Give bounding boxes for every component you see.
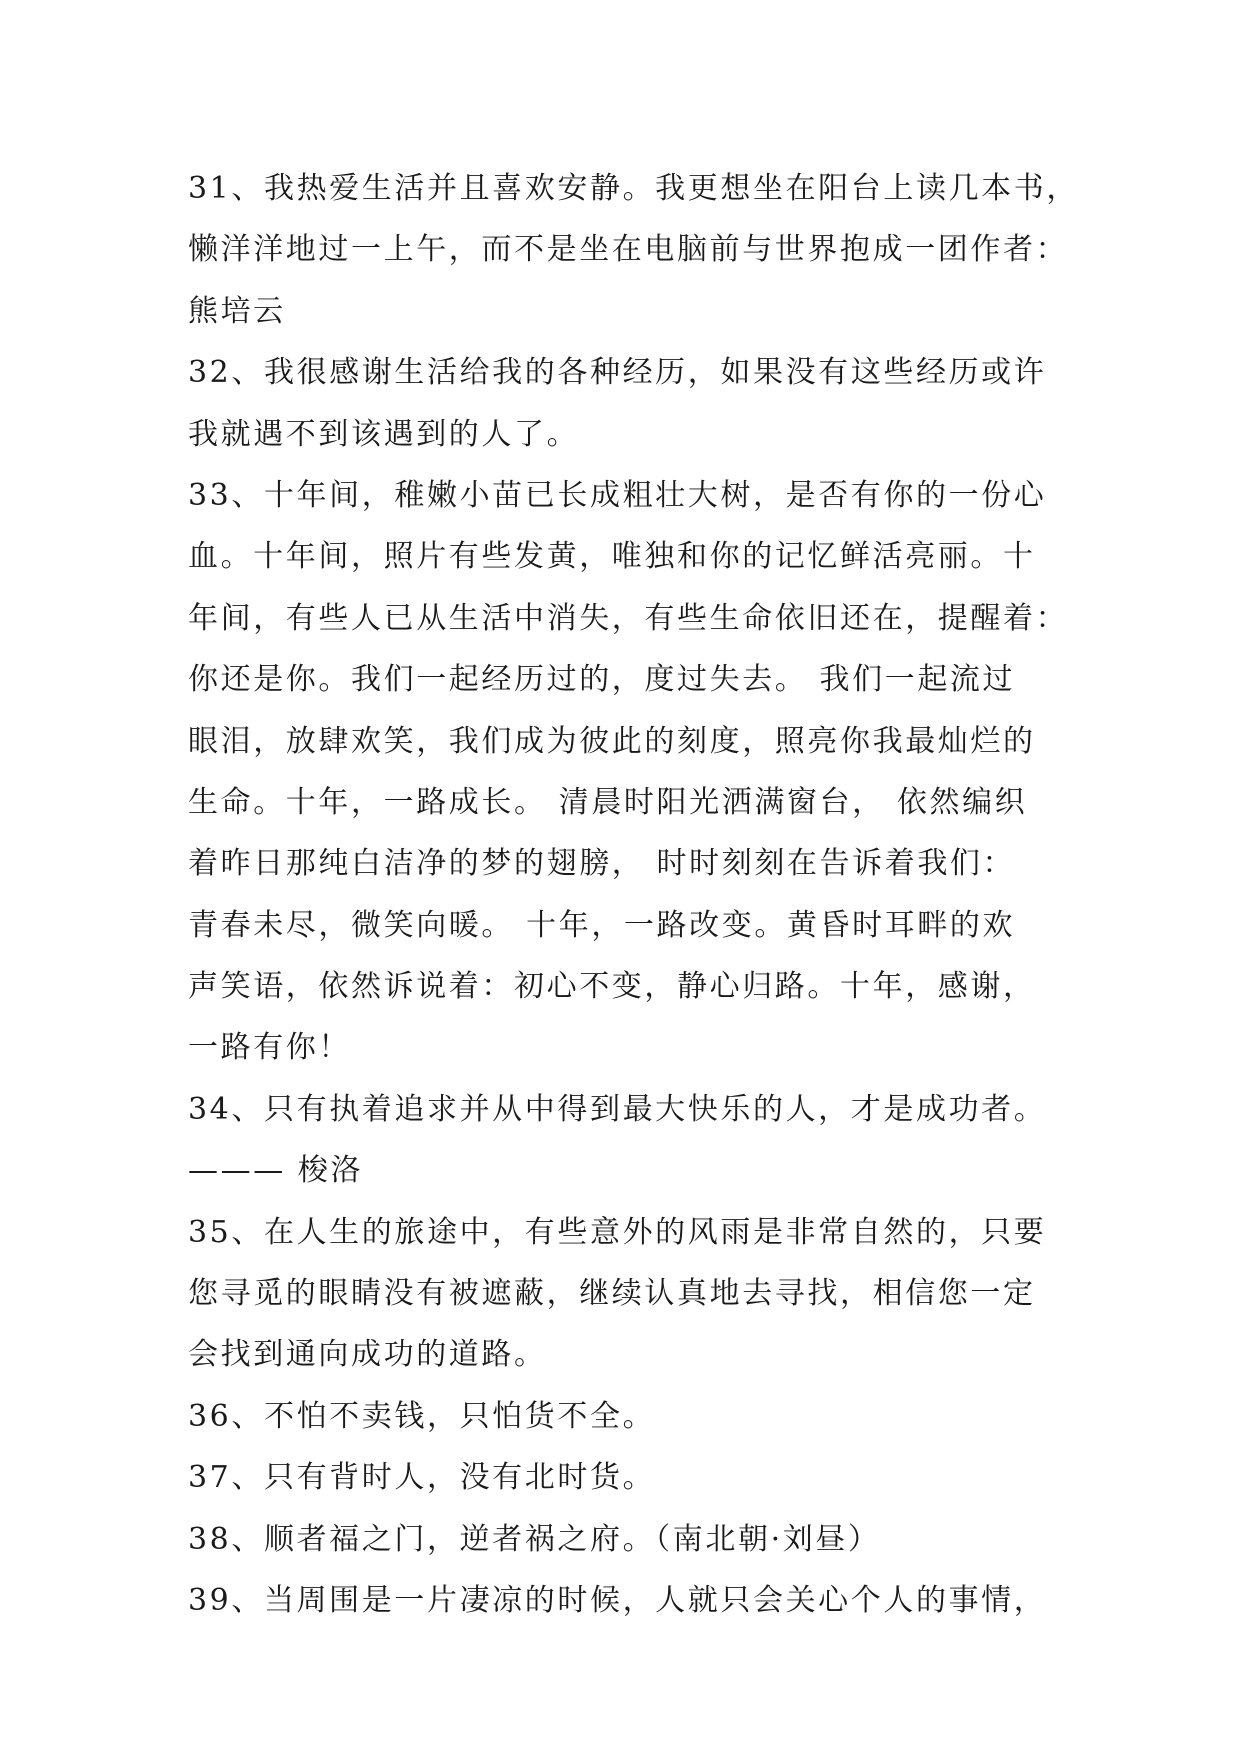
text-line-16: 34、只有执着追求并从中得到最大快乐的人，才是成功者。 xyxy=(188,1091,1047,1127)
text-line-21: 36、不怕不卖钱，只怕货不全。 xyxy=(188,1398,656,1434)
text-line-13: 青春未尽，微笑向暖。 十年，一路改变。黄昏时耳畔的欢 xyxy=(188,907,1016,943)
text-line-23: 38、顺者福之门，逆者祸之府。（南北朝·刘昼） xyxy=(188,1521,881,1557)
text-line-9: 你还是你。我们一起经历过的，度过失去。 我们一起流过 xyxy=(188,662,1016,698)
text-line-19: 您寻觅的眼睛没有被遮蔽，继续认真地去寻找，相信您一定 xyxy=(188,1276,1036,1312)
text-line-18: 35、在人生的旅途中，有些意外的风雨是非常自然的，只要 xyxy=(188,1214,1047,1250)
text-line-10: 眼泪，放肆欢笑，我们成为彼此的刻度，照亮你我最灿烂的 xyxy=(188,723,1036,759)
text-line-15: 一路有你！ xyxy=(188,1030,351,1066)
text-line-17: ——— 梭洛 xyxy=(188,1153,364,1189)
text-line-12: 着昨日那纯白洁净的梦的翅膀， 时时刻刻在告诉着我们： xyxy=(188,846,1016,882)
text-line-7: 血。十年间，照片有些发黄，唯独和你的记忆鲜活亮丽。十 xyxy=(188,539,1036,575)
text-line-22: 37、只有背时人，没有北时货。 xyxy=(188,1460,656,1496)
text-line-11: 生命。十年，一路成长。 清晨时阳光洒满窗台， 依然编织 xyxy=(188,784,1028,820)
text-line-8: 年间，有些人已从生活中消失，有些生命依旧还在，提醒着： xyxy=(188,600,1069,636)
text-line-5: 我就遇不到该遇到的人了。 xyxy=(188,416,580,452)
text-line-2: 懒洋洋地过一上午，而不是坐在电脑前与世界抱成一团作者： xyxy=(188,232,1069,268)
text-line-1: 31、我热爱生活并且喜欢安静。我更想坐在阳台上读几本书， xyxy=(188,171,1079,206)
text-line-20: 会找到通向成功的道路。 xyxy=(188,1337,547,1373)
text-line-24: 39、当周围是一片凄凉的时候，人就只会关心个人的事情， xyxy=(188,1582,1047,1618)
document-body xyxy=(188,158,1088,1631)
text-line-14: 声笑语，依然诉说着：初心不变，静心归路。十年，感谢， xyxy=(188,969,1036,1005)
text-line-4: 32、我很感谢生活给我的各种经历，如果没有这些经历或许 xyxy=(188,355,1047,391)
text-line-3: 熊培云 xyxy=(188,293,286,329)
text-line-6: 33、十年间，稚嫩小苗已长成粗壮大树，是否有你的一份心 xyxy=(188,477,1047,513)
